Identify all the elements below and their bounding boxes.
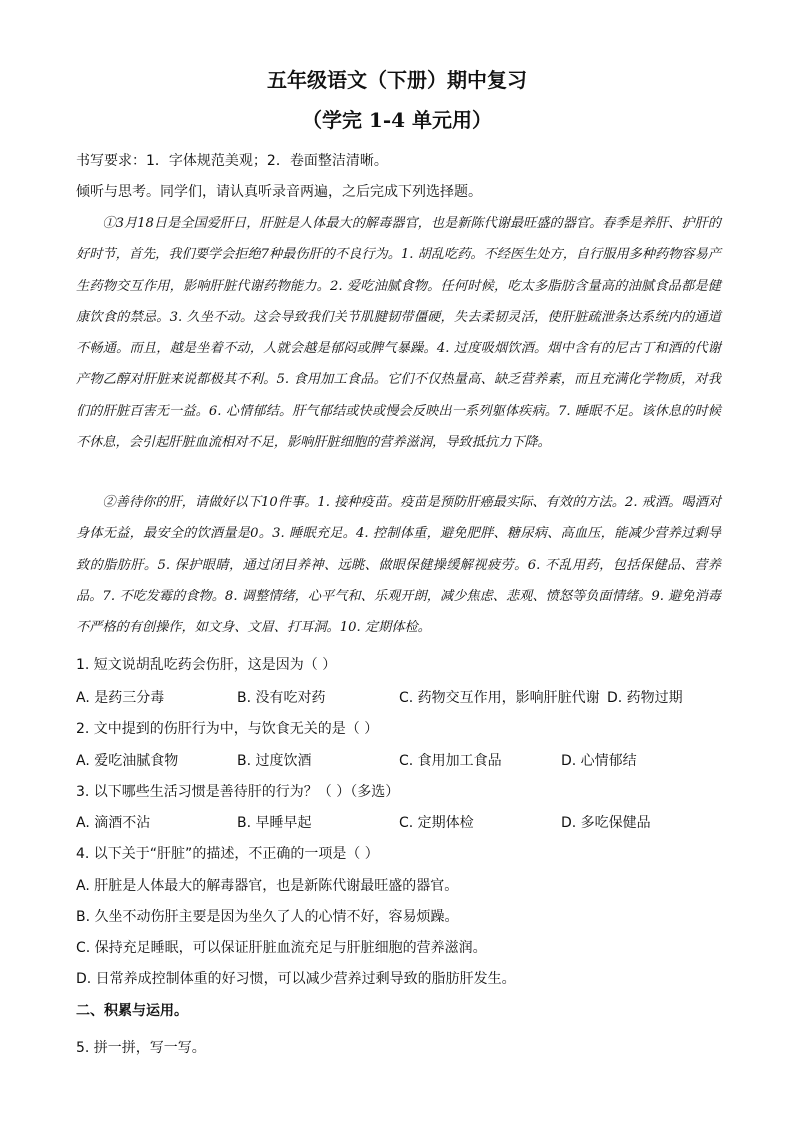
passage-paragraph-1 [76,208,721,458]
question-2-option-b[interactable]: B. 过度饮酒 [237,753,312,769]
question-4-option-b[interactable]: B. 久坐不动伤肝主要是因为坐久了人的心情不好，容易烦躁。 [76,909,459,925]
question-3-stem: 3. 以下哪些生活习惯是善待肝的行为？（ ）（多选） [76,784,400,800]
question-2-option-a[interactable]: A. 爱吃油腻食物 [76,753,179,769]
passage-paragraph-2 [76,487,721,643]
writing-requirement: 书写要求：1．字体规范美观；2．卷面整洁清晰。 [76,153,388,169]
section-2-heading: 二、积累与运用。 [76,1003,188,1019]
page-subtitle: （学完 1-4 单元用） [301,108,493,132]
question-2-option-c[interactable]: C. 食用加工食品 [399,753,502,769]
question-3-option-b[interactable]: B. 早睡早起 [237,815,312,831]
question-3-option-d[interactable]: D. 多吃保健品 [561,815,651,831]
question-3-option-c[interactable]: C. 定期体检 [399,815,474,831]
listening-intro: 倾听与思考。同学们，请认真听录音两遍，之后完成下列选择题。 [76,184,482,200]
question-1-option-c[interactable]: C. 药物交互作用，影响肝脏代谢 [399,690,600,706]
question-4-stem: 4. 以下关于“肝脏”的描述，不正确的一项是（ ） [76,846,379,862]
question-2-option-d[interactable]: D. 心情郁结 [561,753,637,769]
question-5-stem: 5. 拼一拼，写一写。 [76,1040,206,1056]
page-title: 五年级语文（下册）期中复习 [267,68,527,92]
passage-text: ①3月18日是全国爱肝日，肝脏是人体最大的解毒器官，也是新陈代谢最旺盛的器官。春季是养肝、护肝的好时节，首先，我们要学会拒绝7种最伤肝的不良行为。1. 胡乱吃药。不经医生处方，自行服用多种药物容易产生药物交互作用，影响肝脏代谢药物能力。2. 爱吃油腻食物。任何时候，吃太多脂肪含量高的油腻食品都是健康饮食的禁忌。3. 久坐不动。这会导致我们关节肌腱韧带僵硬，失去柔韧灵活，使肝脏疏泄条达系统内的通道不畅通。而且，越是坐着不动，人就会越是郁闷或脾气暴躁。4. 过度吸烟饮酒。烟中含有的尼古丁和酒的代谢产物乙醇对肝脏来说都极其不利。5. 食用加工食品。它们不仅热量高、缺乏营养素，而且充满化学物质，对我们的肝脏百害无一益。6. 心情郁结。肝气郁结或快或慢会反映出一系列躯体疾病。7. 睡眠不足。该休息的时候不休息，会引起肝脏血流相对不足，影响肝脏细胞的营养滋润，导致抵抗力下降。 [76,216,721,451]
question-3-option-a[interactable]: A. 滴酒不沾 [76,815,151,831]
question-4-option-a[interactable]: A. 肝脏是人体最大的解毒器官，也是新陈代谢最旺盛的器官。 [76,878,459,894]
question-1-option-b[interactable]: B. 没有吃对药 [237,690,326,706]
question-1-stem: 1. 短文说胡乱吃药会伤肝，这是因为（ ） [76,657,337,673]
question-4-option-d[interactable]: D. 日常养成控制体重的好习惯，可以减少营养过剩导致的脂肪肝发生。 [76,971,516,987]
passage-text: ②善待你的肝，请做好以下10件事。1. 接种疫苗。疫苗是预防肝癌最实际、有效的方法。2. 戒酒。喝酒对身体无益，最安全的饮酒量是0。3. 睡眠充足。4. 控制体重，避免肥胖、糖尿病、高血压，能减少营养过剩导致的脂肪肝。5. 保护眼睛，通过闭目养神、远眺、做眼保健操缓解视疲劳。6. 不乱用药，包括保健品、营养品。7. 不吃发霉的食物。8. 调整情绪，心平气和、乐观开朗，减少焦虑、悲观、愤怒等负面情绪。9. 避免消毒不严格的有创操作，如文身、文眉、打耳洞。10. 定期体检。 [76,495,721,636]
question-2-stem: 2. 文中提到的伤肝行为中，与饮食无关的是（ ） [76,721,379,737]
question-1-option-a[interactable]: A. 是药三分毒 [76,690,165,706]
question-4-option-c[interactable]: C. 保持充足睡眠，可以保证肝脏血流充足与肝脏细胞的营养滋润。 [76,940,487,956]
question-1-option-d[interactable]: D. 药物过期 [607,690,683,706]
